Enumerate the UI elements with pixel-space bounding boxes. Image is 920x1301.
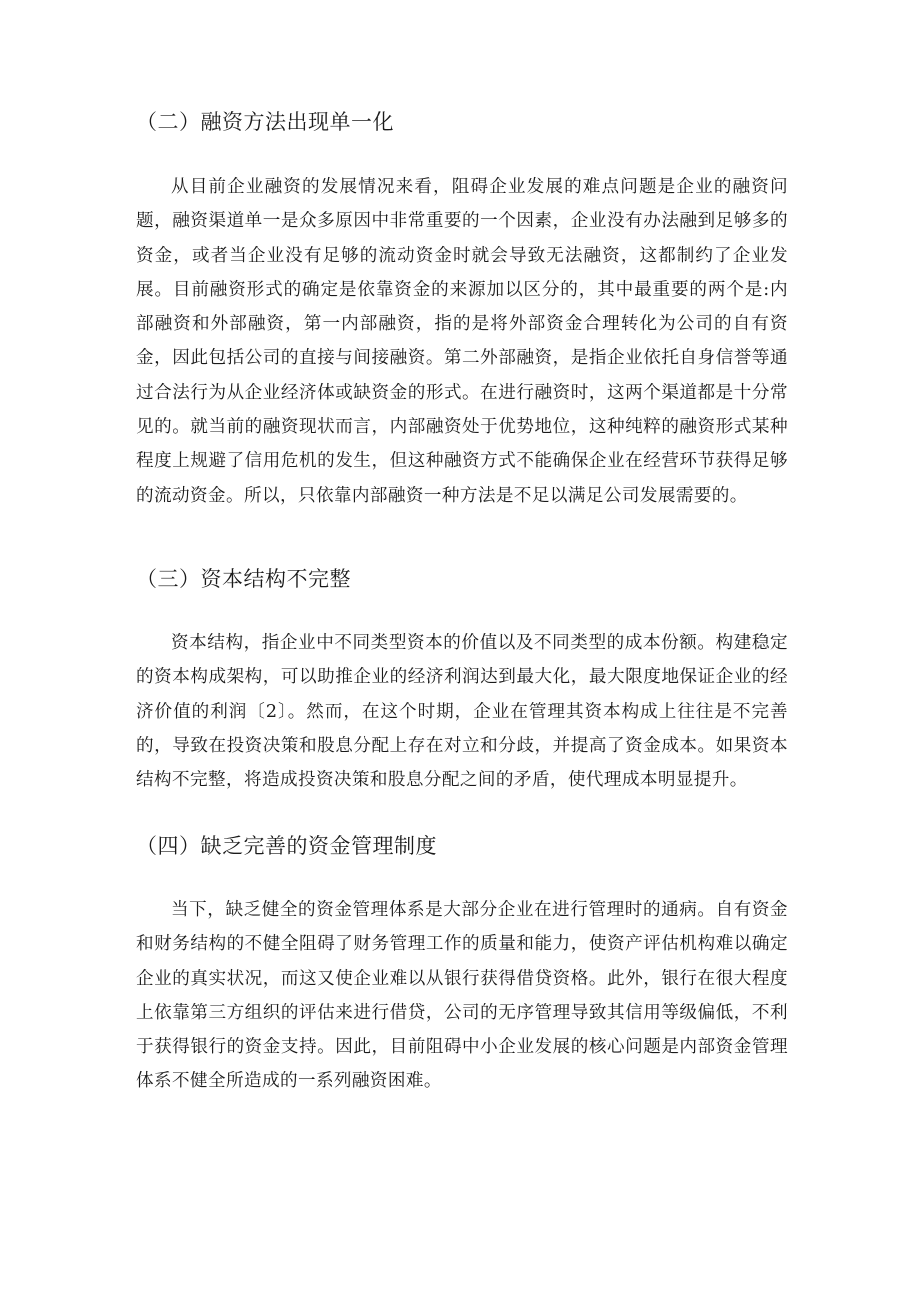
section-paragraph-financing-method: 从目前企业融资的发展情况来看，阻碍企业发展的难点问题是企业的融资问题，融资渠道单一是众多原因中非常重要的一个因素，企业没有办法融到足够多的资金，或者当企业没有足够的流动资金时就会导致无法融资，这都制约了企业发展。目前融资形式的确定是依靠资金的来源加以区分的，其中最重要的两个是:内部融资和外部融资，第一内部融资，指的是将外部资金合理转化为公司的自有资金，因此包括公司的直接与间接融资。第二外部融资，是指企业依托自身信誉等通过合法行为从企业经济体或缺资金的形式。在进行融资时，这两个渠道都是十分常见的。就当前的融资现状而言，内部融资处于优势地位，这种纯粹的融资形式某种程度上规避了信用危机的发生，但这种融资方式不能确保企业在经营环节获得足够的流动资金。所以，只依靠内部融资一种方法是不足以满足公司发展需要的。 xyxy=(136,177,788,506)
section-paragraph-capital-structure: 资本结构，指企业中不同类型资本的价值以及不同类型的成本份额。构建稳定的资本构成架构，可以助推企业的经济利润达到最大化，最大限度地保证企业的经济价值的利润〔2〕。然而，在这个时期，企业在管理其资本构成上往往是不完善的，导致在投资决策和股息分配上存在对立和分歧，并提高了资金成本。如果资本结构不完整，将造成投资决策和股息分配之间的矛盾，使代理成本明显提升。 xyxy=(136,633,788,791)
section-heading-capital-structure: （三）资本结构不完整 xyxy=(136,567,351,591)
section-heading-financing-method: （二）融资方法出现单一化 xyxy=(136,110,394,134)
section-heading-fund-management: （四）缺乏完善的资金管理制度 xyxy=(136,834,437,858)
section-paragraph-fund-management: 当下，缺乏健全的资金管理体系是大部分企业在进行管理时的通病。自有资金和财务结构的不健全阻碍了财务管理工作的质量和能力，使资产评估机构难以确定企业的真实状况，而这又使企业难以从银行获得借贷资格。此外，银行在很大程度上依靠第三方组织的评估来进行借贷，公司的无序管理导致其信用等级偏低，不利于获得银行的资金支持。因此，目前阻碍中小企业发展的核心问题是内部资金管理体系不健全所造成的一系列融资困难。 xyxy=(136,900,788,1092)
